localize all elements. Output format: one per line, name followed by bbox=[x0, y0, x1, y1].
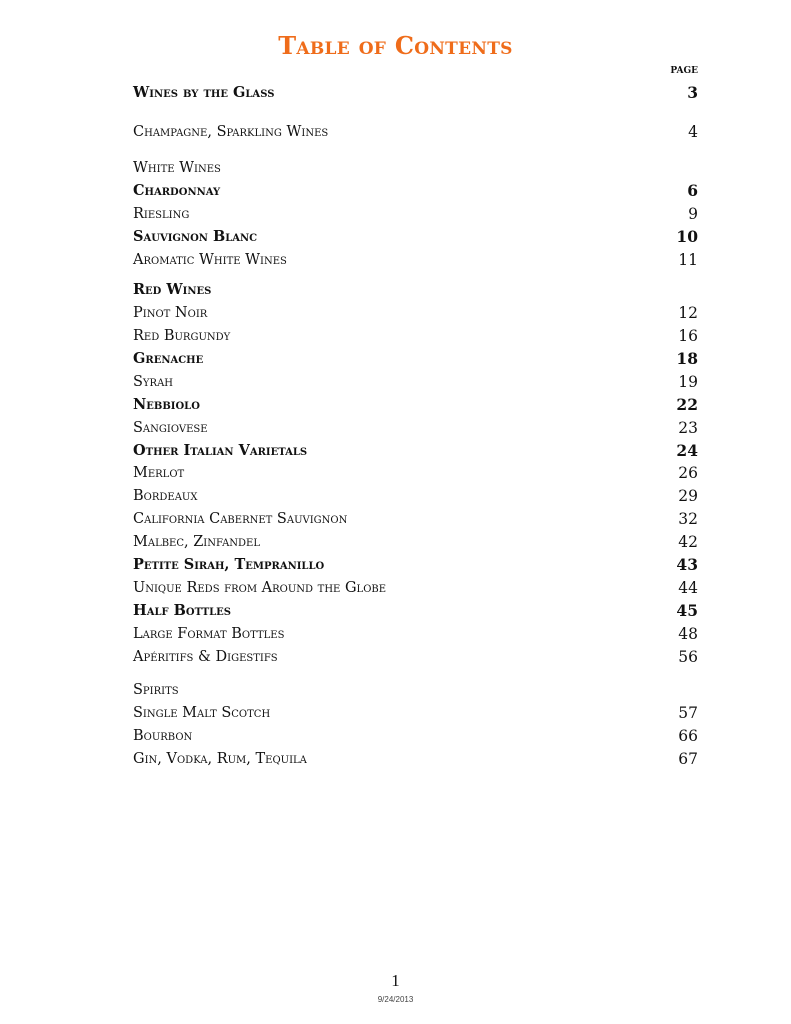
toc-section-white-wines bbox=[133, 157, 698, 179]
toc-entry-page: 9 bbox=[688, 205, 698, 223]
toc-entry-label: Sangiovese bbox=[133, 420, 208, 436]
toc-entry-page: 32 bbox=[678, 510, 698, 528]
toc-entry-other-italian-varietals[interactable] bbox=[133, 440, 698, 462]
toc-entry-red-burgundy[interactable] bbox=[133, 325, 698, 347]
toc-entry-page: 18 bbox=[676, 349, 698, 368]
toc-entry-label: Wines by the Glass bbox=[133, 84, 275, 101]
toc-entry-pinot-noir[interactable] bbox=[133, 302, 698, 324]
toc-entry-label: Other Italian Varietals bbox=[133, 442, 308, 459]
toc-entry-unique-reds[interactable] bbox=[133, 577, 698, 599]
toc-entry-aperitifs-digestifs[interactable] bbox=[133, 646, 698, 668]
toc-entry-label: Apéritifs & Digestifs bbox=[133, 649, 278, 665]
toc-entry-petite-sirah-tempranillo[interactable] bbox=[133, 554, 698, 576]
toc-entry-page: 26 bbox=[678, 464, 698, 482]
toc-entry-malbec-zinfandel[interactable] bbox=[133, 531, 698, 553]
toc-entry-label: Half Bottles bbox=[133, 602, 232, 619]
toc-entry-nebbiolo[interactable] bbox=[133, 394, 698, 416]
toc-entry-label: Aromatic White Wines bbox=[133, 252, 287, 268]
toc-entry-page: 4 bbox=[688, 123, 698, 141]
toc-entry-label: Nebbiolo bbox=[133, 396, 200, 413]
toc-entry-page: 66 bbox=[678, 727, 698, 745]
toc-entry-sauvignon-blanc[interactable] bbox=[133, 226, 698, 248]
toc-entry-bourbon[interactable] bbox=[133, 725, 698, 747]
toc-entry-label: Malbec, Zinfandel bbox=[133, 534, 261, 550]
toc-entry-half-bottles[interactable] bbox=[133, 600, 698, 622]
toc-entry-label: Single Malt Scotch bbox=[133, 705, 271, 721]
toc-entry-label: Grenache bbox=[133, 350, 204, 367]
toc-entry-large-format-bottles[interactable] bbox=[133, 623, 698, 645]
toc-entry-page: 44 bbox=[678, 579, 698, 597]
toc-entry-page: 16 bbox=[678, 327, 698, 345]
toc-entry-label: Riesling bbox=[133, 206, 190, 222]
toc-entry-page: 57 bbox=[678, 704, 698, 722]
toc-entry-label: Bordeaux bbox=[133, 488, 198, 504]
toc-section-red-wines bbox=[133, 279, 698, 301]
toc-entry-label: Bourbon bbox=[133, 728, 193, 744]
toc-entry-riesling[interactable] bbox=[133, 203, 698, 225]
page-title: Table of Contents bbox=[278, 31, 513, 60]
toc-entry-page: 24 bbox=[676, 441, 698, 460]
toc-entry-champagne-sparkling[interactable] bbox=[133, 121, 698, 143]
toc-entry-label: Red Burgundy bbox=[133, 328, 231, 344]
table-of-contents bbox=[133, 0, 698, 800]
toc-section-spirits bbox=[133, 679, 698, 701]
toc-entry-merlot[interactable] bbox=[133, 462, 698, 484]
toc-entry-label: Merlot bbox=[133, 465, 185, 481]
footer-date: 9/24/2013 bbox=[377, 995, 414, 1004]
toc-entry-label: Unique Reds from Around the Globe bbox=[133, 580, 387, 596]
toc-entry-page: 42 bbox=[678, 533, 698, 551]
toc-entry-page: 19 bbox=[678, 373, 698, 391]
toc-entry-single-malt-scotch[interactable] bbox=[133, 702, 698, 724]
footer-page-number: 1 bbox=[391, 971, 400, 990]
toc-entry-page: 3 bbox=[687, 83, 698, 102]
toc-entry-label: Chardonnay bbox=[133, 182, 221, 199]
toc-entry-label: Sauvignon Blanc bbox=[133, 228, 258, 245]
page-column-header: page bbox=[670, 62, 698, 77]
toc-entry-gin-vodka-rum-tequila[interactable] bbox=[133, 748, 698, 770]
toc-entry-page: 22 bbox=[676, 395, 698, 414]
toc-entry-label: Pinot Noir bbox=[133, 305, 208, 321]
toc-entry-label: Large Format Bottles bbox=[133, 626, 285, 642]
toc-entry-label: Gin, Vodka, Rum, Tequila bbox=[133, 751, 307, 767]
toc-entry-aromatic-white-wines[interactable] bbox=[133, 249, 698, 271]
toc-entry-page: 56 bbox=[678, 648, 698, 666]
toc-entry-sangiovese[interactable] bbox=[133, 417, 698, 439]
toc-entry-label: Petite Sirah, Tempranillo bbox=[133, 556, 325, 573]
toc-entry-grenache[interactable] bbox=[133, 348, 698, 370]
toc-entry-page: 6 bbox=[687, 181, 698, 200]
toc-entry-page: 23 bbox=[678, 419, 698, 437]
toc-entry-bordeaux[interactable] bbox=[133, 485, 698, 507]
toc-entry-page: 48 bbox=[678, 625, 698, 643]
toc-entry-page: 29 bbox=[678, 487, 698, 505]
toc-section-label: White Wines bbox=[133, 160, 221, 176]
toc-entry-wines-by-the-glass[interactable] bbox=[133, 82, 698, 104]
toc-entry-page: 12 bbox=[678, 304, 698, 322]
toc-section-label: Spirits bbox=[133, 682, 179, 698]
toc-section-label: Red Wines bbox=[133, 281, 212, 298]
toc-entry-page: 43 bbox=[676, 555, 698, 574]
toc-entry-page: 10 bbox=[676, 227, 698, 246]
toc-entry-label: California Cabernet Sauvignon bbox=[133, 511, 348, 527]
toc-entry-page: 11 bbox=[678, 251, 698, 269]
toc-entry-syrah[interactable] bbox=[133, 371, 698, 393]
toc-entry-page: 45 bbox=[676, 601, 698, 620]
toc-entry-california-cabernet[interactable] bbox=[133, 508, 698, 530]
toc-entry-page: 67 bbox=[678, 750, 698, 768]
toc-entry-label: Syrah bbox=[133, 374, 174, 390]
toc-entry-label: Champagne, Sparkling Wines bbox=[133, 124, 329, 140]
toc-entry-chardonnay[interactable] bbox=[133, 180, 698, 202]
